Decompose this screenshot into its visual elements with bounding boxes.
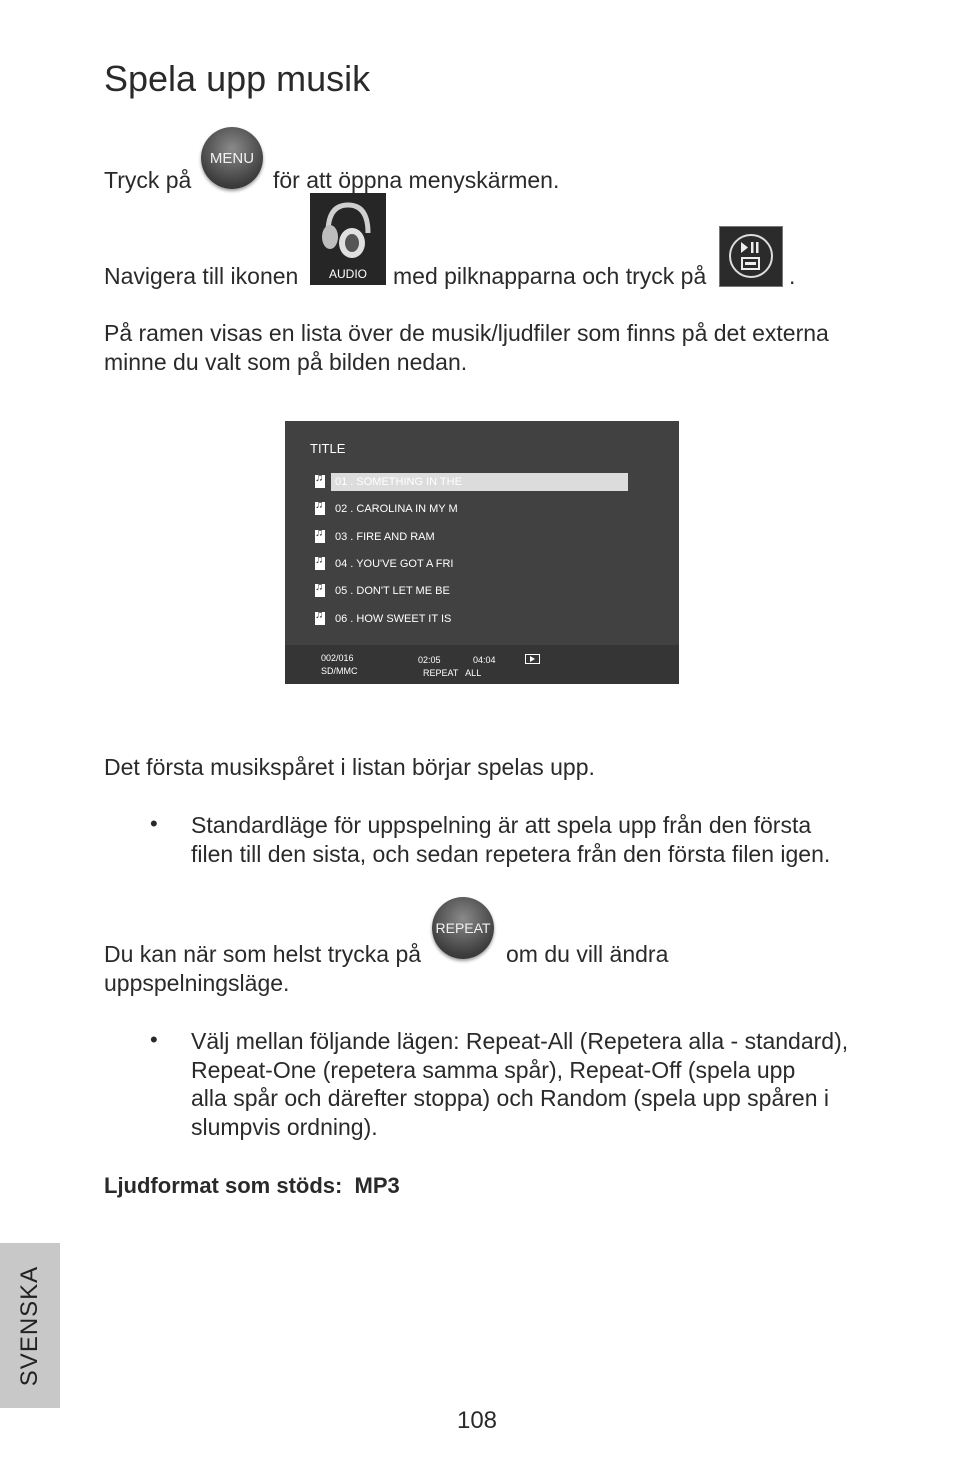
- track-name: 01 . SOMETHING IN THE: [331, 473, 628, 491]
- play-pause-button-icon: [719, 226, 783, 287]
- bullet1-line1: Standardläge för uppspelning är att spela upp från den första: [191, 812, 812, 838]
- storage-source: SD/MMC: [321, 666, 358, 676]
- step2-text-middle: med pilknapparna och tryck på: [393, 263, 707, 289]
- headphones-icon: [310, 193, 386, 263]
- file-counter: 002/016: [321, 653, 354, 663]
- track-name: 05 . DON'T LET ME BE: [335, 585, 450, 597]
- step3-text-before: Du kan när som helst trycka på: [104, 941, 422, 967]
- total-time: 04:04: [473, 655, 496, 665]
- music-note-icon: [315, 557, 325, 570]
- bullet-dot: •: [150, 1027, 158, 1052]
- repeat-button-label: REPEAT: [435, 920, 491, 936]
- audio-icon-label: AUDIO: [328, 267, 367, 281]
- track-item: [315, 610, 635, 628]
- music-note-icon: [315, 475, 325, 488]
- music-note-icon: [315, 612, 325, 625]
- para2: Det första musikspåret i listan börjar spelas upp.: [104, 754, 595, 780]
- menu-button-label: MENU: [209, 149, 255, 167]
- para1-line1: På ramen visas en lista över de musik/ljudfiler som finns på det externa: [104, 320, 829, 346]
- menu-button-icon: [201, 127, 263, 189]
- track-item: [315, 555, 635, 573]
- track-item: [315, 473, 635, 491]
- screen-header: TITLE: [310, 441, 346, 456]
- music-note-icon: [315, 502, 325, 515]
- step3-line2: uppspelningsläge.: [104, 970, 290, 996]
- screen-footer: [285, 645, 679, 684]
- audio-icon: [310, 193, 386, 285]
- elapsed-time: 02:05: [418, 655, 441, 665]
- track-name: 06 . HOW SWEET IT IS: [335, 613, 452, 625]
- track-item: [315, 500, 635, 518]
- repeat-button-icon: [432, 897, 494, 959]
- bullet2-line3: alla spår och därefter stoppa) och Random (spela upp spåren i: [191, 1085, 829, 1111]
- page-title: Spela upp musik: [104, 58, 371, 99]
- play-pause-symbol-icon: [720, 227, 782, 286]
- step2-text-before: Navigera till ikonen: [104, 263, 299, 289]
- bullet2-line2: Repeat-One (repetera samma spår), Repeat-Off (spela upp: [191, 1057, 796, 1083]
- music-list-screenshot: [285, 421, 679, 684]
- repeat-mode: REPEAT ALL: [423, 668, 482, 678]
- music-note-icon: [315, 584, 325, 597]
- track-item: [315, 528, 635, 546]
- step1-text-before: Tryck på: [104, 167, 192, 193]
- bullet1-line2: filen till den sista, och sedan repetera från den första filen igen.: [191, 841, 831, 867]
- music-note-icon: [315, 530, 325, 543]
- language-tab: [0, 1243, 60, 1408]
- bullet2-line4: slumpvis ordning).: [191, 1114, 378, 1140]
- track-name: 04 . YOU'VE GOT A FRI: [335, 558, 454, 570]
- track-item: [315, 582, 635, 600]
- bullet-dot: •: [150, 811, 158, 836]
- para1-line2: minne du valt som på bilden nedan.: [104, 349, 468, 375]
- bullet2-line1: Välj mellan följande lägen: Repeat-All (Repetera alla - standard),: [191, 1028, 849, 1054]
- track-name: 02 . CAROLINA IN MY M: [335, 503, 458, 515]
- playing-indicator-icon: [525, 654, 540, 664]
- supported-formats: Ljudformat som stöds: MP3: [104, 1173, 400, 1198]
- track-name: 03 . FIRE AND RAM: [335, 531, 435, 543]
- step1-text-after: för att öppna menyskärmen.: [273, 167, 560, 193]
- language-tab-label: SVENSKA: [16, 1265, 43, 1386]
- step3-text-after: om du vill ändra: [506, 941, 669, 967]
- page-number: 108: [456, 1407, 498, 1434]
- step2-text-after: .: [789, 263, 796, 289]
